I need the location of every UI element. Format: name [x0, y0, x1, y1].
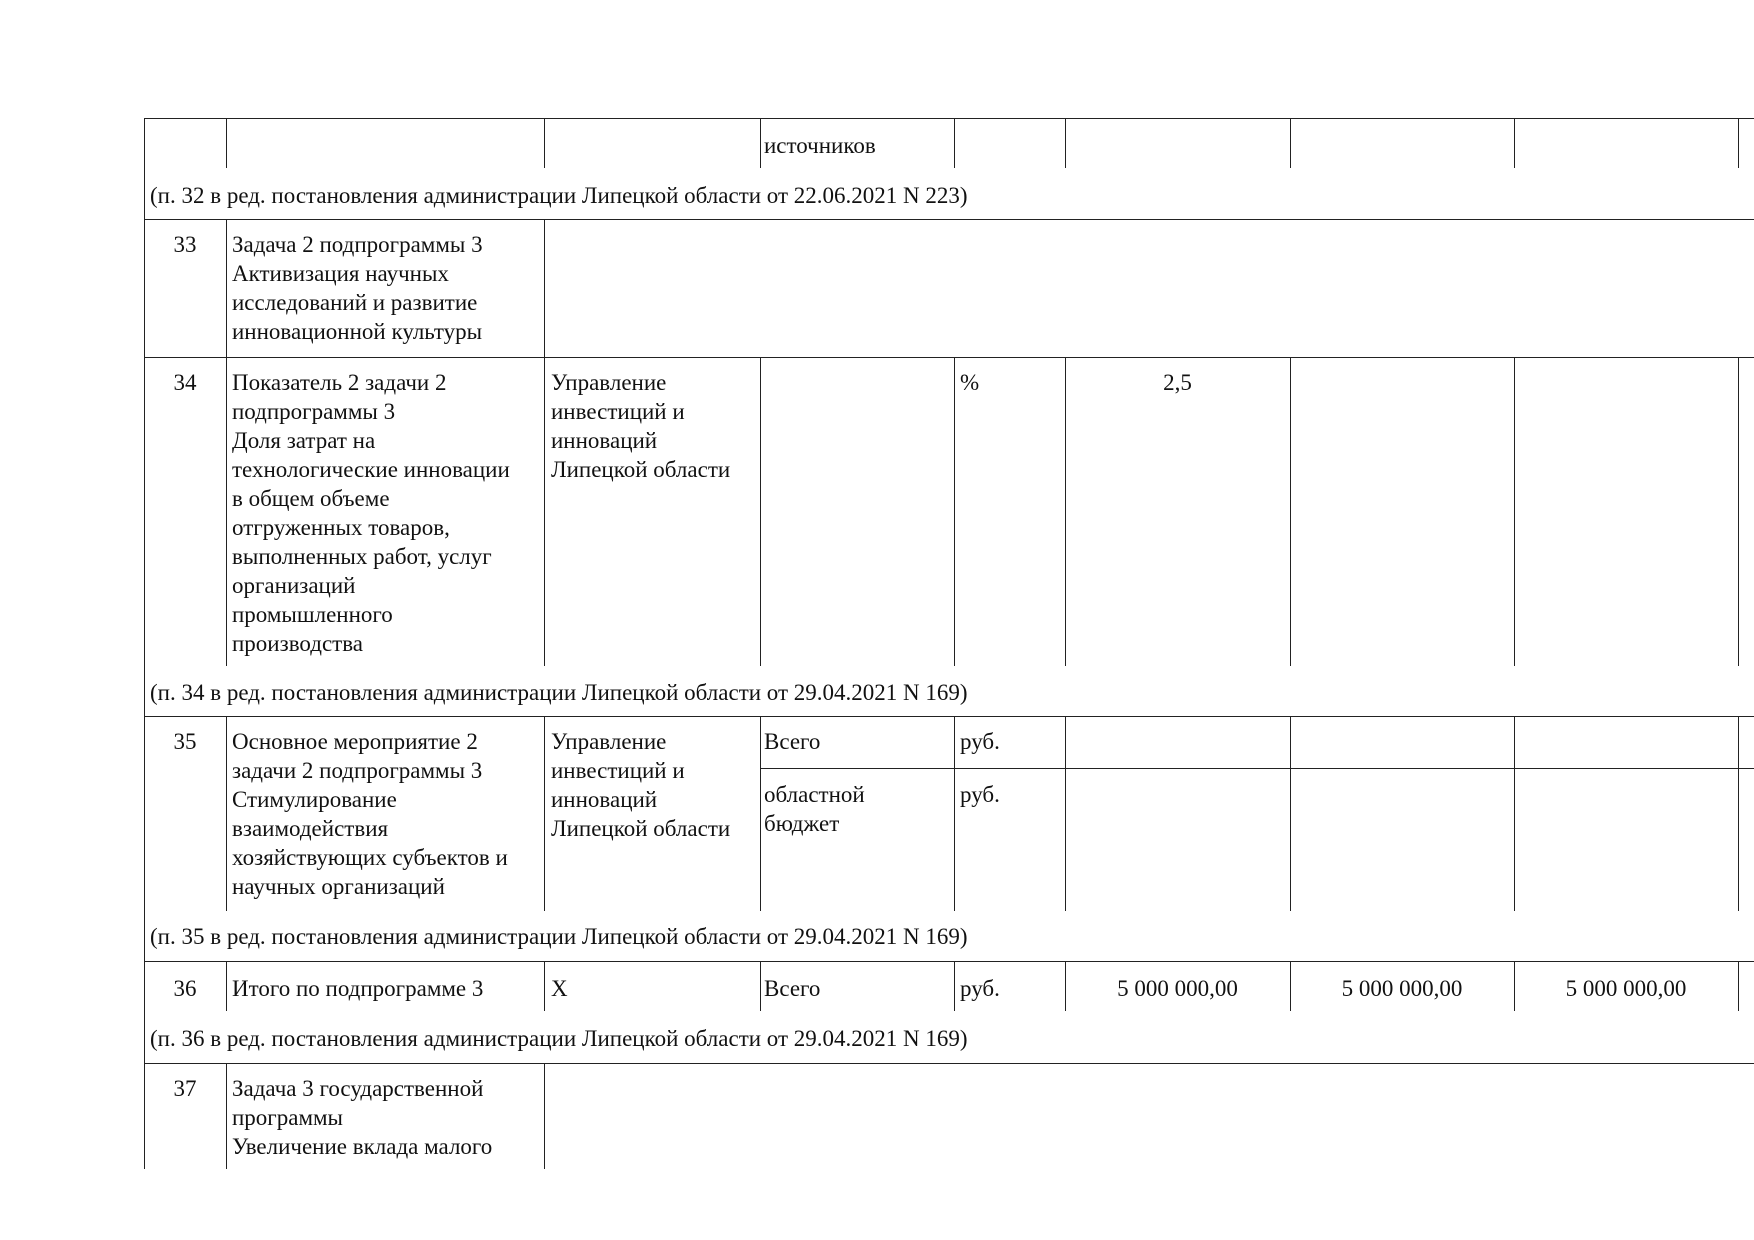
row-35-source-total: Всего [764, 729, 821, 754]
column-divider [1065, 118, 1066, 168]
column-divider [226, 961, 227, 1011]
column-divider [760, 357, 761, 666]
row-35-name: Основное мероприятие 2 задачи 2 подпрограммы 3 Стимулирование взаимодействия хозяйствующих субъектов и научных организаций [232, 729, 508, 899]
column-divider [760, 961, 761, 1011]
row-35-unit-total: руб. [960, 729, 1000, 754]
row-divider [144, 716, 1754, 717]
column-divider [1738, 118, 1739, 168]
column-divider [760, 716, 761, 911]
column-divider [1738, 716, 1739, 911]
row-36-number: 36 [173, 976, 197, 1001]
column-divider [1290, 118, 1291, 168]
column-divider [544, 716, 545, 911]
row-36-value-3: 5 000 000,00 [1565, 976, 1687, 1001]
column-divider [1514, 118, 1515, 168]
row-34-name: Показатель 2 задачи 2 подпрограммы 3 Доля затрат на технологические инновации в общем объеме отгруженных товаров, выполненных работ, услуг организаций промышленного производства [232, 370, 510, 656]
column-divider [1290, 357, 1291, 666]
row-35-source-regional: областной бюджет [764, 782, 865, 836]
column-divider [544, 219, 545, 666]
row-divider [144, 961, 1754, 962]
column-divider [226, 716, 227, 911]
column-divider [226, 219, 227, 666]
row-36-source: Всего [764, 976, 821, 1001]
column-divider [954, 961, 955, 1011]
row-35-number: 35 [173, 729, 197, 754]
column-divider [226, 1063, 227, 1169]
column-divider [1514, 357, 1515, 666]
row-34-executor: Управление инвестиций и инноваций Липецкой области [551, 370, 731, 482]
row-divider [144, 219, 1754, 220]
column-divider [1738, 357, 1739, 666]
row-36-name: Итого по подпрограмме 3 [232, 976, 484, 1001]
sub-row-divider [760, 768, 1754, 769]
row-34-note: (п. 34 в ред. постановления администрации Липецкой области от 29.04.2021 N 169) [150, 680, 968, 705]
column-divider [954, 118, 955, 168]
column-divider [544, 961, 545, 1011]
row-36-executor: Х [551, 976, 568, 1001]
row-32-note: (п. 32 в ред. постановления администрации Липецкой области от 22.06.2021 N 223) [150, 183, 968, 208]
row-36-value-1: 5 000 000,00 [1117, 976, 1238, 1001]
table-border-top [144, 118, 1754, 119]
column-divider [954, 357, 955, 666]
column-divider [226, 118, 227, 168]
row-34-value-1: 2,5 [1163, 370, 1192, 395]
row-divider [144, 1063, 1754, 1064]
row-36-value-2: 5 000 000,00 [1341, 976, 1463, 1001]
column-divider [954, 716, 955, 911]
column-divider [1065, 716, 1066, 911]
row-37-name: Задача 3 государственной программы Увеличение вклада малого [232, 1076, 493, 1159]
row-33-number: 33 [173, 232, 197, 257]
column-divider [1065, 357, 1066, 666]
column-divider [760, 118, 761, 168]
row-divider [144, 357, 1754, 358]
row-34-unit: % [960, 370, 980, 395]
row-36-note: (п. 36 в ред. постановления администрации Липецкой области от 29.04.2021 N 169) [150, 1026, 968, 1051]
column-divider [544, 1063, 545, 1169]
row-35-note: (п. 35 в ред. постановления администрации Липецкой области от 29.04.2021 N 169) [150, 924, 968, 949]
row-35-executor: Управление инвестиций и инноваций Липецкой области [551, 729, 731, 841]
column-divider [544, 118, 545, 168]
row-33-name: Задача 2 подпрограммы 3 Активизация научных исследований и развитие инновационной культуры [232, 232, 483, 344]
row-35-unit-regional: руб. [960, 782, 1000, 807]
row-32-source: источников [764, 133, 876, 158]
column-divider [1514, 716, 1515, 911]
row-34-number: 34 [173, 370, 197, 395]
row-36-unit: руб. [960, 976, 1000, 1001]
column-divider [1738, 961, 1739, 1011]
column-divider [1290, 716, 1291, 911]
table-border-left [144, 118, 145, 1169]
row-37-number: 37 [173, 1076, 197, 1101]
